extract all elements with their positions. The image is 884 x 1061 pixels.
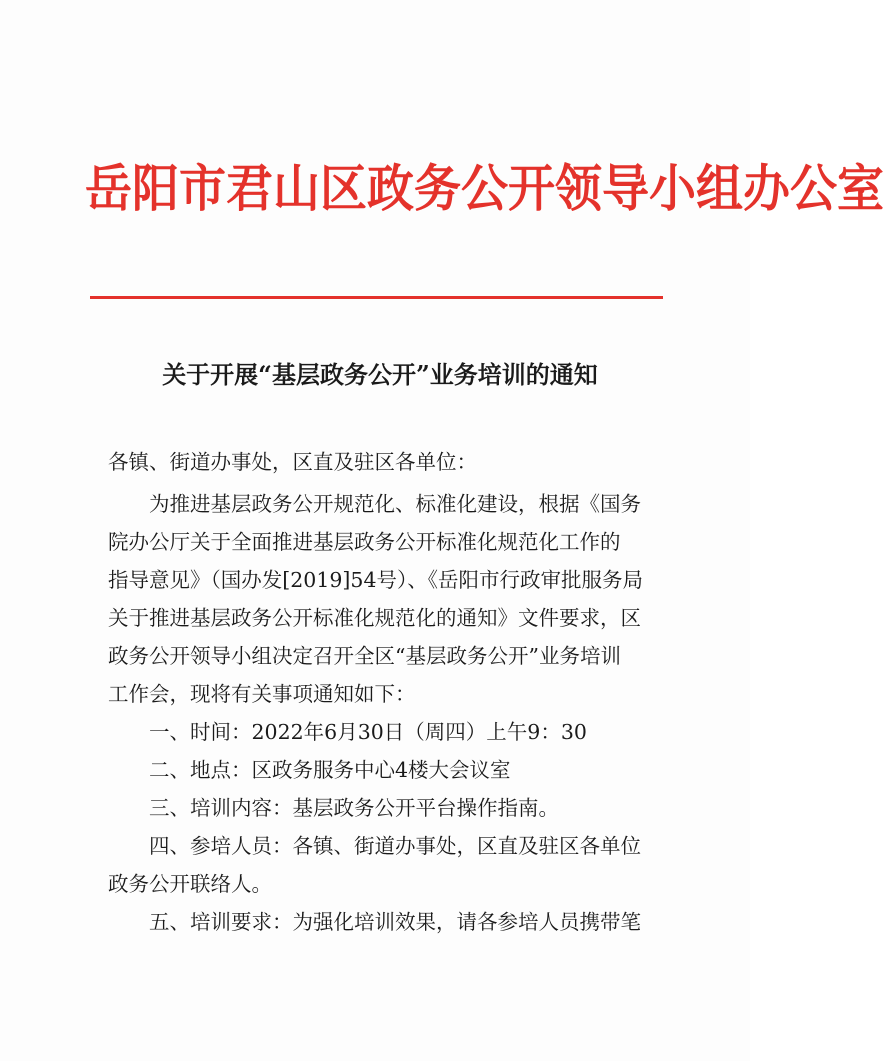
notice-body: [108, 443, 653, 941]
item-time: 一、时间：2022年6月30日（周四）上午9：30: [149, 720, 587, 744]
issuer-masthead: 岳阳市君山区政务公开领导小组办公室: [85, 159, 884, 220]
item-content: 三、培训内容：基层政务公开平台操作指南。: [149, 796, 559, 820]
red-divider-line: [90, 296, 663, 299]
intro-line: 政务公开领导小组决定召开全区“基层政务公开”业务培训: [108, 644, 621, 668]
intro-line: 为推进基层政务公开规范化、标准化建设，根据《国务: [149, 492, 641, 516]
intro-line: 指导意见》（国办发[2019]54号）、《岳阳市行政审批服务局: [108, 568, 644, 592]
intro-line: 院办公厅关于全面推进基层政务公开标准化规范化工作的: [108, 530, 621, 554]
notice-title: 关于开展“基层政务公开”业务培训的通知: [162, 360, 598, 389]
salutation: 各镇、街道办事处，区直及驻区各单位：: [108, 450, 477, 474]
item-location: 二、地点：区政务服务中心4楼大会议室: [149, 758, 511, 782]
intro-line: 工作会，现将有关事项通知如下：: [108, 682, 416, 706]
item-participants-continued: 政务公开联络人。: [108, 872, 272, 896]
item-participants: 四、参培人员：各镇、街道办事处，区直及驻区各单位: [149, 834, 641, 858]
intro-line: 关于推进基层政务公开标准化规范化的通知》文件要求，区: [108, 606, 641, 630]
item-requirements: 五、培训要求：为强化培训效果，请各参培人员携带笔: [149, 910, 641, 934]
